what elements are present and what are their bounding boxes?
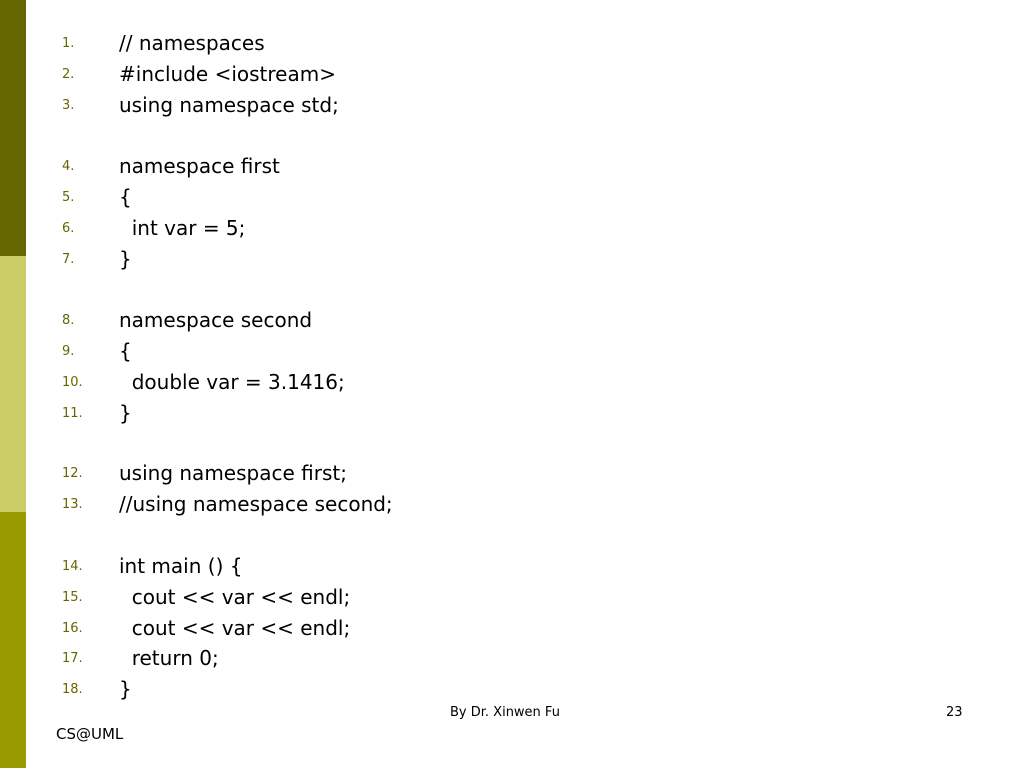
code-line (0, 336, 1024, 366)
code-text: } (119, 677, 132, 701)
code-line (0, 582, 1024, 612)
code-text: return 0; (119, 646, 219, 670)
line-number: 10. (62, 375, 83, 390)
line-number: 13. (62, 497, 83, 512)
code-text: } (119, 247, 132, 271)
code-text: namespace second (119, 308, 313, 332)
code-line (0, 458, 1024, 488)
code-line (0, 613, 1024, 643)
footer-organization: CS@UML (56, 725, 124, 743)
line-number: 15. (62, 590, 83, 605)
code-line (0, 489, 1024, 519)
code-text: } (119, 401, 132, 425)
code-line (0, 182, 1024, 212)
code-text: cout << var << endl; (119, 585, 351, 609)
code-text: // namespaces (119, 31, 265, 55)
line-number: 18. (62, 682, 83, 697)
code-line (0, 213, 1024, 243)
line-number: 7. (62, 252, 75, 267)
code-line (0, 367, 1024, 397)
line-number: 1. (62, 36, 75, 51)
code-text: int var = 5; (119, 216, 246, 240)
line-number: 9. (62, 344, 75, 359)
code-line (0, 59, 1024, 89)
code-text: using namespace first; (119, 461, 347, 485)
code-line (0, 551, 1024, 581)
line-number: 6. (62, 221, 75, 236)
code-line (0, 643, 1024, 673)
code-line (0, 244, 1024, 274)
line-number: 16. (62, 621, 83, 636)
slide-page-number: 23 (946, 705, 963, 720)
code-text: { (119, 185, 132, 209)
code-text: int main () { (119, 554, 243, 578)
line-number: 5. (62, 190, 75, 205)
code-text: { (119, 339, 132, 363)
code-text: namespace first (119, 154, 280, 178)
code-text: using namespace std; (119, 93, 339, 117)
code-text: cout << var << endl; (119, 616, 351, 640)
line-number: 12. (62, 466, 83, 481)
line-number: 8. (62, 313, 75, 328)
code-text: double var = 3.1416; (119, 370, 345, 394)
code-line (0, 398, 1024, 428)
footer-author: By Dr. Xinwen Fu (450, 705, 560, 720)
line-number: 2. (62, 67, 75, 82)
code-line (0, 90, 1024, 120)
line-number: 4. (62, 159, 75, 174)
code-line (0, 151, 1024, 181)
code-line (0, 28, 1024, 58)
line-number: 17. (62, 651, 83, 666)
code-line (0, 305, 1024, 335)
line-number: 11. (62, 406, 83, 421)
line-number: 14. (62, 559, 83, 574)
code-text: #include <iostream> (119, 62, 336, 86)
code-line (0, 674, 1024, 704)
line-number: 3. (62, 98, 75, 113)
code-text: //using namespace second; (119, 492, 393, 516)
